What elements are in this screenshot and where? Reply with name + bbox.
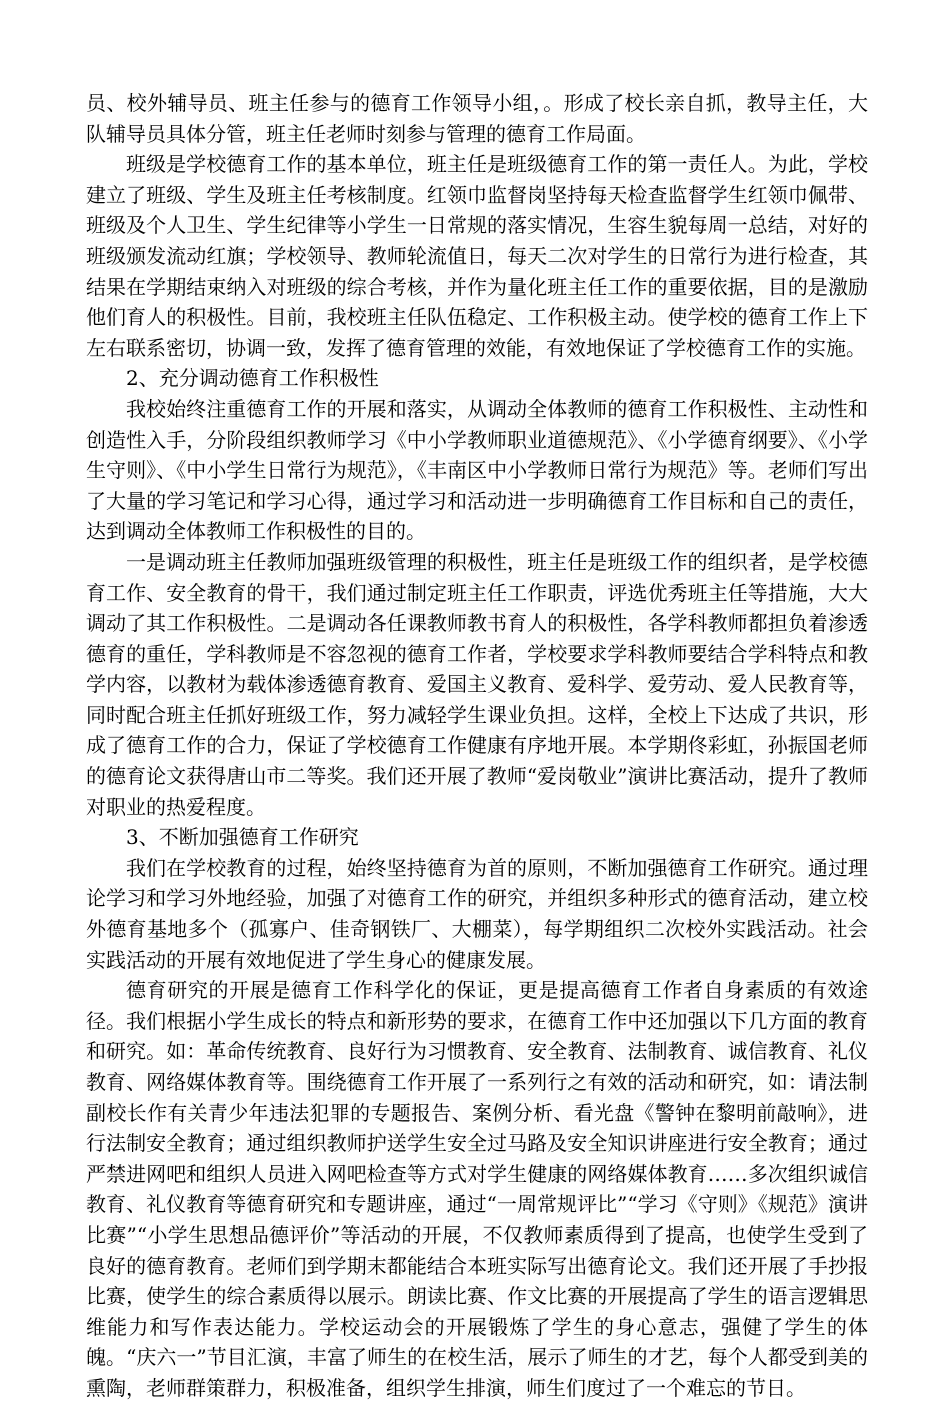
paragraph-teacher-study: 我校始终注重德育工作的开展和落实，从调动全体教师的德育工作积极性、主动性和创造性入手，分阶段组织教师学习《中小学教师职业道德规范》、《小学德育纲要》、《小学生守则》、《中小学生日常行为规范》，《丰南区中小学教师日常行为规范》等。老师们写出了大量的学习笔记和学习心得，通过学习和活动进一步明确德育工作目标和自己的责任，达到调动全体教师工作积极性的目的。 [86, 396, 868, 544]
paragraph-research-practice: 我们在学校教育的过程，始终坚持德育为首的原则，不断加强德育工作研究。通过理论学习和学习外地经验，加强了对德育工作的研究，并组织多种形式的德育活动，建立校外德育基地多个（孤寡户、佳奇钢铁厂、大棚菜），每学期组织二次校外实践活动。社会实践活动的开展有效地促进了学生身心的健康发展。 [86, 855, 868, 972]
paragraph-mobilize-teachers: 一是调动班主任教师加强班级管理的积极性，班主任是班级工作的组织者，是学校德育工作、安全教育的骨干，我们通过制定班主任工作职责，评选优秀班主任等措施，大大调动了其工作积极性。二是调动各任课教师教书育人的积极性，各学科教师都担负着渗透德育的重任，学科教师是不容忽视的德育工作者，学校要求学科教师要结合学科特点和教学内容，以教材为载体渗透德育教育、爱国主义教育、爱科学、爱劳动、爱人民教育等，同时配合班主任抓好班级工作，努力减轻学生课业负担。这样，全校上下达成了共识，形成了德育工作的合力，保证了学校德育工作健康有序地开展。本学期佟彩虹，孙振国老师的德育论文获得唐山市二等奖。我们还开展了教师“爱岗敬业”演讲比赛活动，提升了教师对职业的热爱程度。 [86, 549, 868, 819]
document-body [86, 88, 868, 1404]
section-heading-3: 3、不断加强德育工作研究 [126, 825, 359, 850]
section-heading-2: 2、充分调动德育工作积极性 [126, 366, 379, 391]
paragraph-class-unit: 班级是学校德育工作的基本单位，班主任是班级德育工作的第一责任人。为此，学校建立了班级、学生及班主任考核制度。红领巾监督岗坚持每天检查监督学生红领巾佩带、班级及个人卫生、学生纪律等小学生一日常规的落实情况，生容生貌每周一总结，对好的班级颁发流动红旗；学校领导、教师轮流值日，每天二次对学生的日常行为进行检查，其结果在学期结束纳入对班级的综合考核，并作为量化班主任工作的重要依据，目的是激励他们育人的积极性。目前，我校班主任队伍稳定、工作积极主动。使学校的德育工作上下左右联系密切，协调一致，发挥了德育管理的效能，有效地保证了学校德育工作的实施。 [86, 152, 868, 360]
paragraph-leadership-group: 员、校外辅导员、班主任参与的德育工作领导小组，。形成了校长亲自抓，教导主任，大队辅导员具体分管，班主任老师时刻参与管理的德育工作局面。 [86, 91, 868, 146]
paragraph-research-activities: 德育研究的开展是德育工作科学化的保证，更是提高德育工作者自身素质的有效途径。我们根据小学生成长的特点和新形势的要求，在德育工作中还加强以下几方面的教育和研究。如：革命传统教育、良好行为习惯教育、安全教育、法制教育、诚信教育、礼仪教育、网络媒体教育等。围绕德育工作开展了一系列行之有效的活动和研究，如：请法制副校长作有关青少年违法犯罪的专题报告、案例分析、看光盘《警钟在黎明前敲响》，进行法制安全教育；通过组织教师护送学生安全过马路及安全知识讲座进行安全教育；通过严禁进网吧和组织人员进入网吧检查等方式对学生健康的网络媒体教育……多次组织诚信教育、礼仪教育等德育研究和专题讲座，通过“一周常规评比”“学习《守则》《规范》演讲比赛”“小学生思想品德评价”等活动的开展，不仅教师素质得到了提高，也使学生受到了良好的德育教育。老师们到学期末都能结合本班实际写出德育论文。我们还开展了手抄报比赛，使学生的综合素质得以展示。朗读比赛、作文比赛的开展提高了学生的语言逻辑思维能力和写作表达能力。学校运动会的开展锻炼了学生的身心意志，强健了学生的体魄。“庆六一”节目汇演，丰富了师生的在校生活，展示了师生的才艺，每个人都受到美的熏陶，老师群策群力，积极准备，组织学生排演，师生们度过了一个难忘的节日。 [86, 978, 868, 1400]
